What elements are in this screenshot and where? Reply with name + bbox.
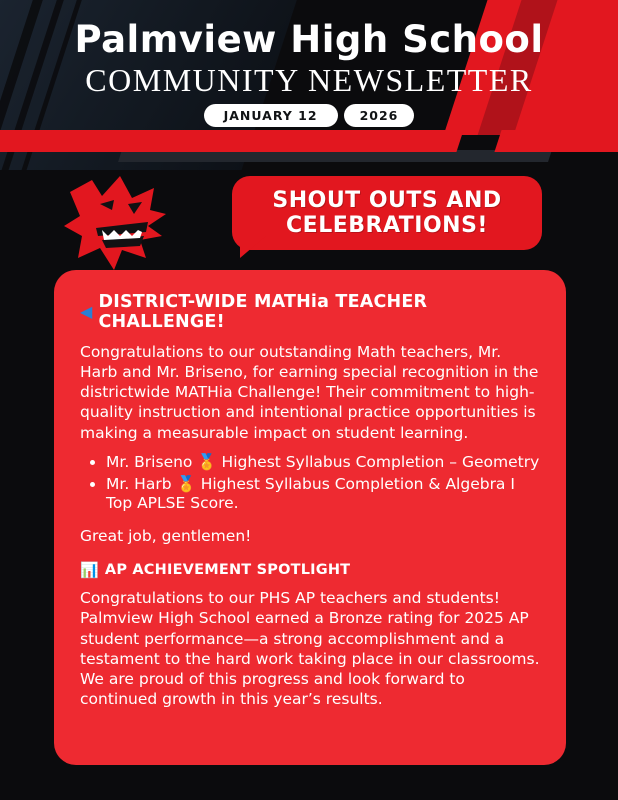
section-paragraph-mathia: Congratulations to our outstanding Math teachers, Mr. Harb and Mr. Briseno, for earning special recognition in the districtwide MATHia Challenge! Their commitment to high-quality instruction and intentional practice opportunities is making a measurable impact on student learning. xyxy=(80,343,539,442)
list-item: • Mr. Harb 🏅 Highest Syllabus Completion & Algebra I Top APLSE Score. xyxy=(106,475,540,515)
mascot-bubble-row xyxy=(0,170,618,275)
bubble-line-1: SHOUT OUTS AND xyxy=(272,187,502,213)
date-badge: JANUARY 12 xyxy=(204,104,338,127)
newsletter-subtitle: COMMUNITY NEWSLETTER xyxy=(85,62,533,98)
mathia-bullet-list xyxy=(80,453,540,514)
section-heading-mathia xyxy=(80,292,540,332)
bubble-line-2: CELEBRATIONS! xyxy=(286,213,488,238)
header-red-band xyxy=(0,130,464,152)
wolf-mascot-icon xyxy=(62,174,177,274)
speech-bubble xyxy=(232,176,542,250)
speech-bubble-tail xyxy=(240,236,266,258)
section-heading-ap xyxy=(80,562,540,578)
year-badge: 2026 xyxy=(344,104,415,127)
bar-chart-icon: 📊 xyxy=(80,560,99,579)
newsletter-header xyxy=(0,0,618,170)
section-heading-mathia-label: DISTRICT-WIDE MATHia TEACHER CHALLENGE! xyxy=(98,292,428,332)
content-card xyxy=(54,270,566,765)
section-heading-ap-label: AP ACHIEVEMENT SPOTLIGHT xyxy=(104,562,351,579)
date-row xyxy=(0,104,618,127)
page-title: Palmview High School xyxy=(74,18,544,61)
section-paragraph-ap: Congratulations to our PHS AP teachers and students! Palmview High School earned a Bronze rating for 2025 AP student performance—a strong accomplishment and a testament to the hard work taking place in our classrooms. We are proud of this progress and look forward to continued growth in this year’s results. xyxy=(80,589,540,709)
megaphone-icon: ◀ xyxy=(80,302,93,321)
mathia-closing-line: Great job, gentlemen! xyxy=(80,527,252,546)
list-item: • Mr. Briseno 🏅 Highest Syllabus Completion – Geometry xyxy=(106,453,540,473)
header-red-band-right xyxy=(494,130,618,152)
